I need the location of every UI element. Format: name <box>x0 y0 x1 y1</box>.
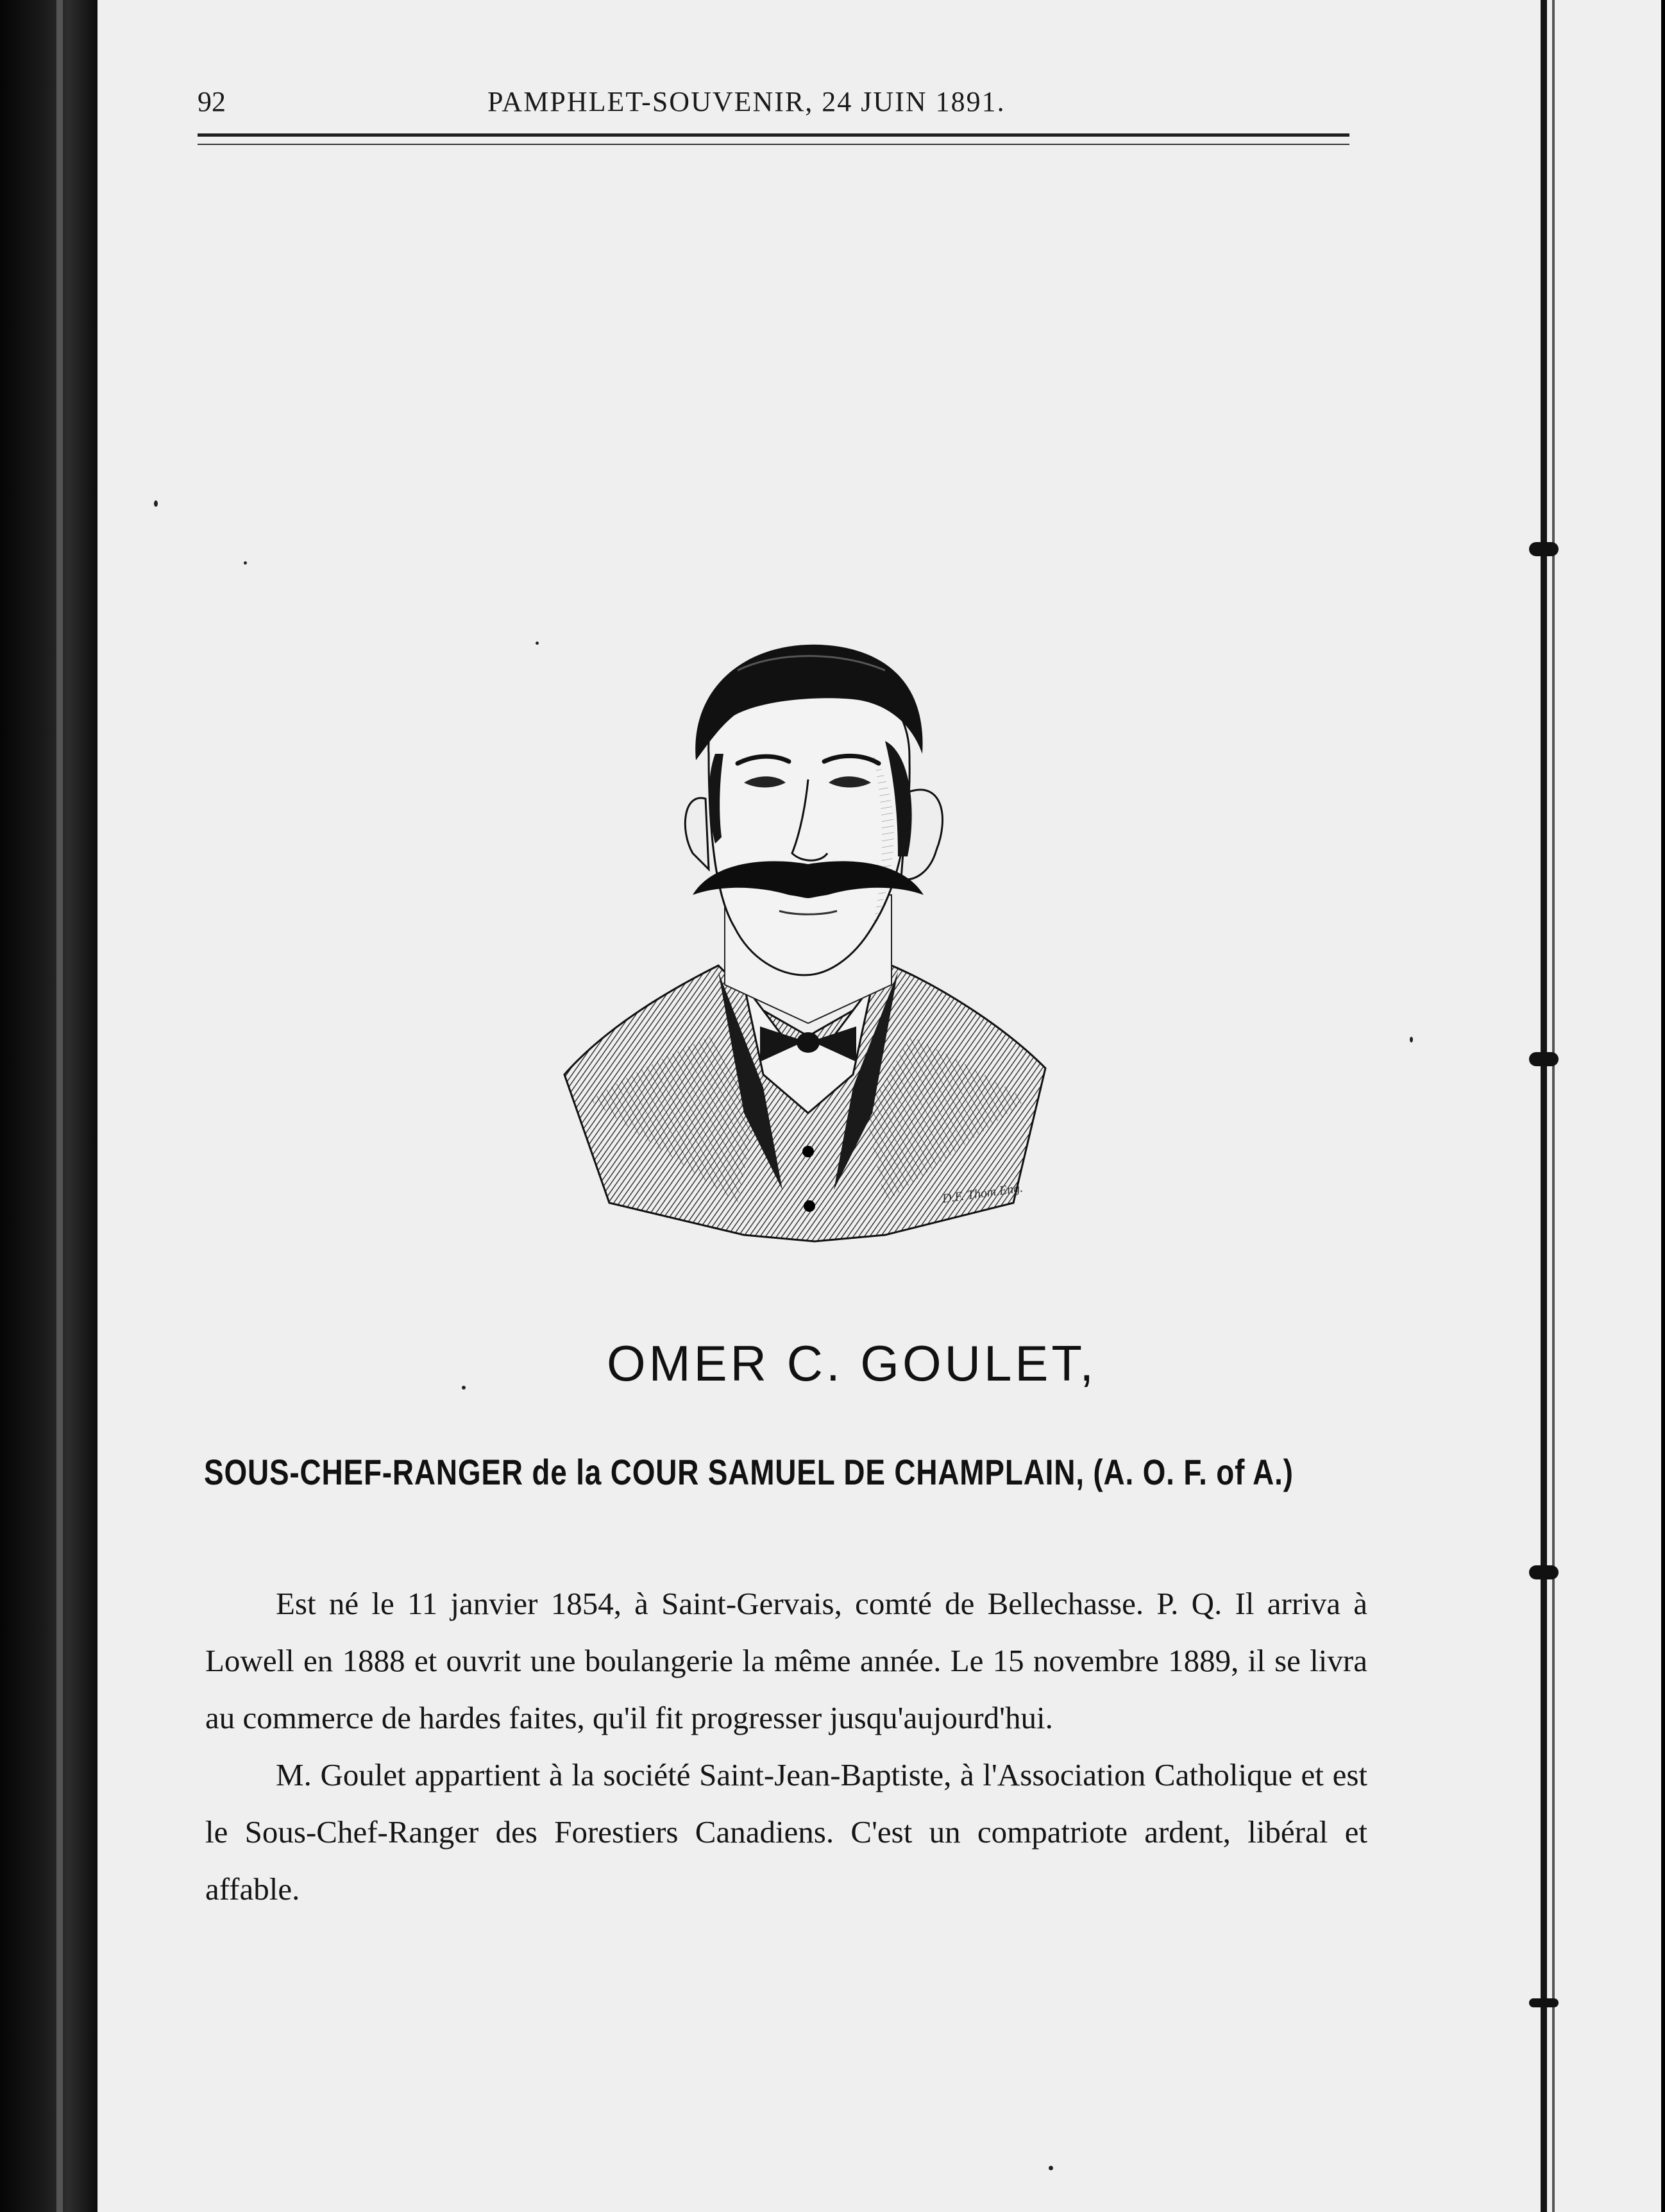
person-title: SOUS-CHEF-RANGER de la COUR SAMUEL DE CHAMPLAIN, (A. O. F. of A.) <box>204 1452 1294 1492</box>
header-rule-thin <box>198 144 1349 145</box>
scan-speck <box>244 561 247 565</box>
svg-text:D.F. Thom.Eng.: D.F. Thom.Eng. <box>941 1180 1024 1206</box>
scan-speck <box>1049 2166 1053 2170</box>
scan-speck <box>536 642 539 645</box>
far-right-border <box>1661 0 1665 2212</box>
scan-speck <box>462 1386 466 1390</box>
person-name: OMER C. GOULET, <box>606 1335 1097 1391</box>
binding-knot <box>1529 542 1559 556</box>
engraved-portrait-icon <box>552 625 1065 1254</box>
book-binding-left <box>0 0 97 2212</box>
binding-knot <box>1529 1052 1559 1066</box>
running-head: PAMPHLET-SOUVENIR, 24 JUIN 1891. <box>487 86 1006 117</box>
scan-speck <box>154 500 158 507</box>
binding-stripe <box>56 0 63 2212</box>
binding-knot <box>1529 1998 1559 2007</box>
article-body <box>205 1575 1367 1918</box>
page-header <box>192 80 1366 125</box>
scan-speck <box>1410 1037 1413 1042</box>
page-number: 92 <box>198 86 226 117</box>
right-page-edge <box>1541 0 1547 2212</box>
paragraph: Est né le 11 janvier 1854, à Saint-Gervais, comté de Bellechasse. P. Q. Il arriva à Lowell en 1888 et ouvrit une boulangerie la même année. Le 15 novembre 1889, il se livra au commerce de hardes faites, qu'il fit progresser jusqu'aujourd'hui. <box>205 1586 1367 1735</box>
paragraph: M. Goulet appartient à la société Saint-Jean-Baptiste, à l'Association Catholique et est le Sous-Chef-Ranger des Forestiers Canadiens. C'est un compatriote ardent, libéral et affable. <box>205 1757 1367 1907</box>
header-rule-thick <box>198 133 1349 137</box>
right-page-edge-shadow <box>1552 0 1555 2212</box>
binding-knot <box>1529 1565 1559 1579</box>
